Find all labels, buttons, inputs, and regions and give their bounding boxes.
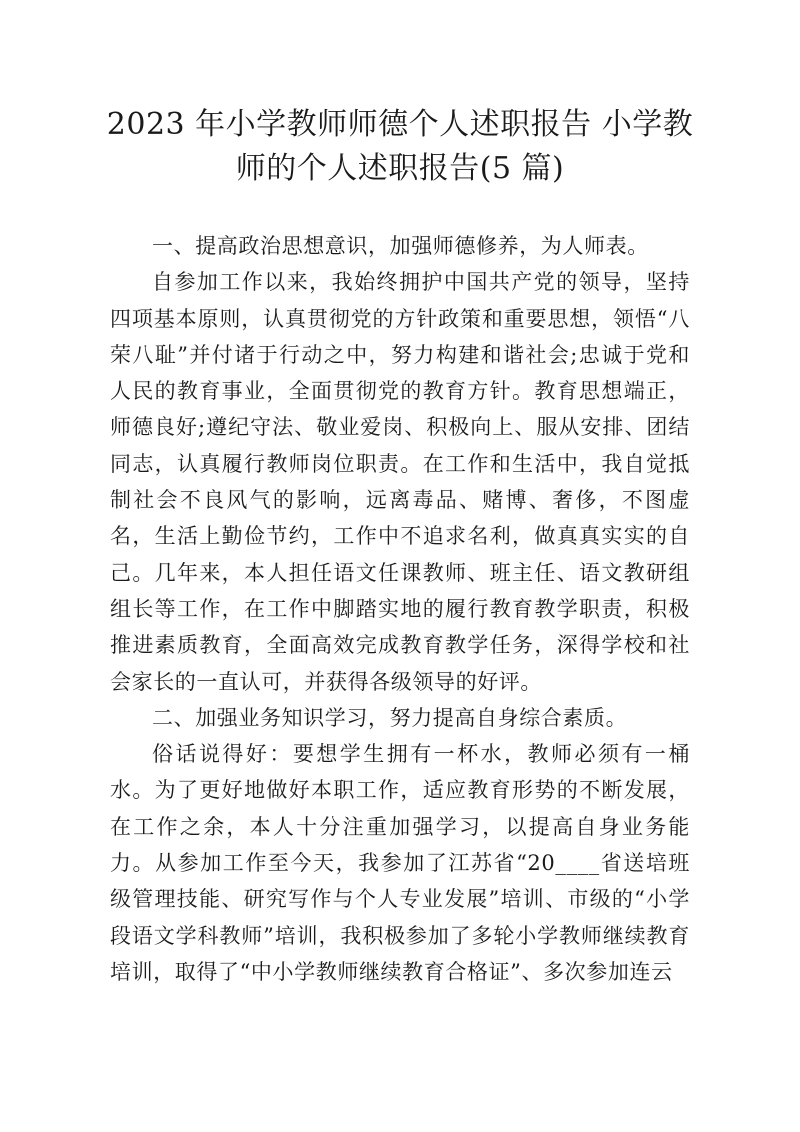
body-paragraph-2: 俗话说得好：要想学生拥有一杯水，教师必须有一桶水。为了更好地做好本职工作，适应教育形势的不断发展，在工作之余，本人十分注重加强学习，以提高自身业务能力。从参加工作至今天，我参加了江苏省“20____省送培班级管理技能、研究写作与个人专业发展”培训、市级的“小学段语文学科教师”培训，我积极参加了多轮小学教师继续教育培训，取得了“中小学教师继续教育合格证”、多次参加连云 [110,742,690,984]
document-title-line-2: 师的个人述职报告(5 篇) [235,151,565,186]
body-paragraph-1: 自参加工作以来，我始终拥护中国共产党的领导，坚持四项基本原则，认真贯彻党的方针政策和重要思想，领悟“八荣八耻”并付诸于行动之中，努力构建和谐社会;忠诚于党和人民的教育事业，全面贯彻党的教育方针。教育思想端正，师德良好;遵纪守法、敬业爱岗、积极向上、服从安排、团结同志，认真履行教师岗位职责。在工作和生活中，我自觉抵制社会不良风气的影响，远离毒品、赌博、奢侈，不图虚名，生活上勤俭节约，工作中不追求名利，做真真实实的自己。几年来，本人担任语文任课教师、班主任、语文教研组组长等工作，在工作中脚踏实地的履行教育教学职责，积极推进素质教育，全面高效完成教育教学任务，深得学校和社会家长的一直认可，并获得各级领导的好评。 [110,270,690,694]
section-heading-2: 二、加强业务知识学习，努力提高自身综合素质。 [152,705,628,730]
document-body [110,228,690,990]
document-title-line-1: 2023 年小学教师师德个人述职报告 小学教 [106,107,694,142]
section-heading-1: 一、提高政治思想意识，加强师德修养，为人师表。 [152,234,649,258]
